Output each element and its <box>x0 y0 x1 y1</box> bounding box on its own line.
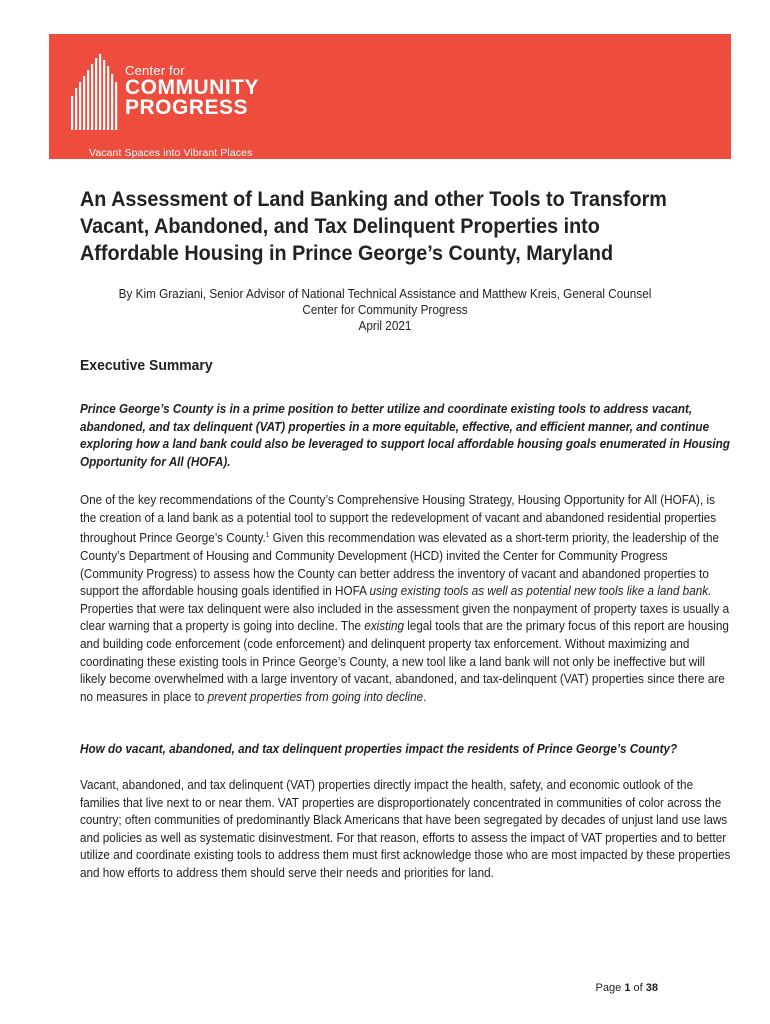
byline-date: April 2021 <box>358 319 412 333</box>
paragraph-vat-impact: Vacant, abandoned, and tax delinquent (VAT) properties directly impact the health, safety, and economic outlook of the families that live next to or near them. VAT properties are disproportionately concentrated in communities of color across the country; often communities of predominantly Black Americans that have been segregated by decades of unjust land use laws and policies as well as systematic disinvestment. For that reason, efforts to assess the impact of VAT properties and to better utilize and coordinate existing tools to address them must first acknowledge those who are most impacted by these properties and how efforts to address them should serve their needs and priorities for land. <box>80 778 731 880</box>
logo-line-progress: PROGRESS <box>125 96 249 119</box>
byline <box>0 286 770 334</box>
page-of-label: of <box>633 982 643 994</box>
footnote-marker[interactable]: 1 <box>265 532 270 540</box>
logo-line-center-for: Center for <box>125 63 185 78</box>
byline-organization: Center for Community Progress <box>302 303 468 317</box>
paragraph-hofa <box>80 492 731 706</box>
organization-logo <box>69 52 259 159</box>
page-label: Page <box>595 982 622 994</box>
logo-wordmark <box>125 64 259 118</box>
paragraph-hofa-italic-existing: existing <box>364 619 405 634</box>
paragraph-hofa-part-f: legal tools that are the primary focus of this report are housing and building code enforcement (code enforcement) and delinquent property tax enforcement. Without maximizing and coordinating these existing tools in Prince George’s County, a new tool like a land bank will not only be ineffective but will likely become overwhelmed with a large inventory of vacant, abandoned, and tax-delinquent (VAT) properties since there are no measures in place to <box>80 619 729 704</box>
paragraph-hofa-part-a: One of the key recommendations of the County’s Comprehensive Housing Strategy, Housing Opportunity for All (HOFA), is the creation of a land bank as a potential tool to support the redevelopment of vacant and abandoned residential properties throughout Prince George’s County. <box>80 493 717 546</box>
building-bars-icon <box>69 52 125 132</box>
question-heading: How do vacant, abandoned, and tax delinquent properties impact the residents of Prince George’s County? <box>80 742 678 756</box>
logo-line-community: COMMUNITY <box>125 76 259 99</box>
paragraph-hofa-part-h: . <box>423 689 427 704</box>
page-number: 1 <box>624 982 631 994</box>
section-heading-executive-summary: Executive Summary <box>80 357 213 374</box>
paragraph-hofa-part-b: Given this recommendation was elevated as a short-term priority, the leadership of the County’s Department of Housing and Community Development (HCD) invited the Center for Community Progress (Community Progress) to assess how the County can better address the inventory of vacant and abandoned properties to support the affordable housing goals identified in HOFA <box>80 531 720 599</box>
paragraph-hofa-part-d: Properties that were tax delinquent were also included in the assessment given the nonpayment of property taxes is usually a clear warning that a property is going into decline. The <box>80 601 730 634</box>
lead-paragraph: Prince George’s County is in a prime position to better utilize and coordinate existing tools to address vacant, abandoned, and tax delinquent (VAT) properties in a more equitable, effective, and efficient manner, and continue exploring how a land bank could also be leveraged to support local affordable housing goals enumerated in Housing Opportunity for All (HOFA). <box>80 402 730 469</box>
logo-tagline: Vacant Spaces into Vibrant Places <box>89 147 253 159</box>
byline-authors: By Kim Graziani, Senior Advisor of National Technical Assistance and Matthew Kreis, General Counsel <box>118 287 652 301</box>
paragraph-hofa-italic-tools: using existing tools as well as potential new tools like a land bank. <box>369 584 712 599</box>
header-banner <box>49 34 731 159</box>
page-footer <box>596 982 658 994</box>
paragraph-hofa-italic-prevent: prevent properties from going into decline <box>207 689 424 704</box>
document-title: An Assessment of Land Banking and other Tools to Transform Vacant, Abandoned, and Tax Delinquent Properties into Affordable Housing in Prince George’s County, Maryland <box>80 187 667 265</box>
page-total: 38 <box>645 982 658 994</box>
